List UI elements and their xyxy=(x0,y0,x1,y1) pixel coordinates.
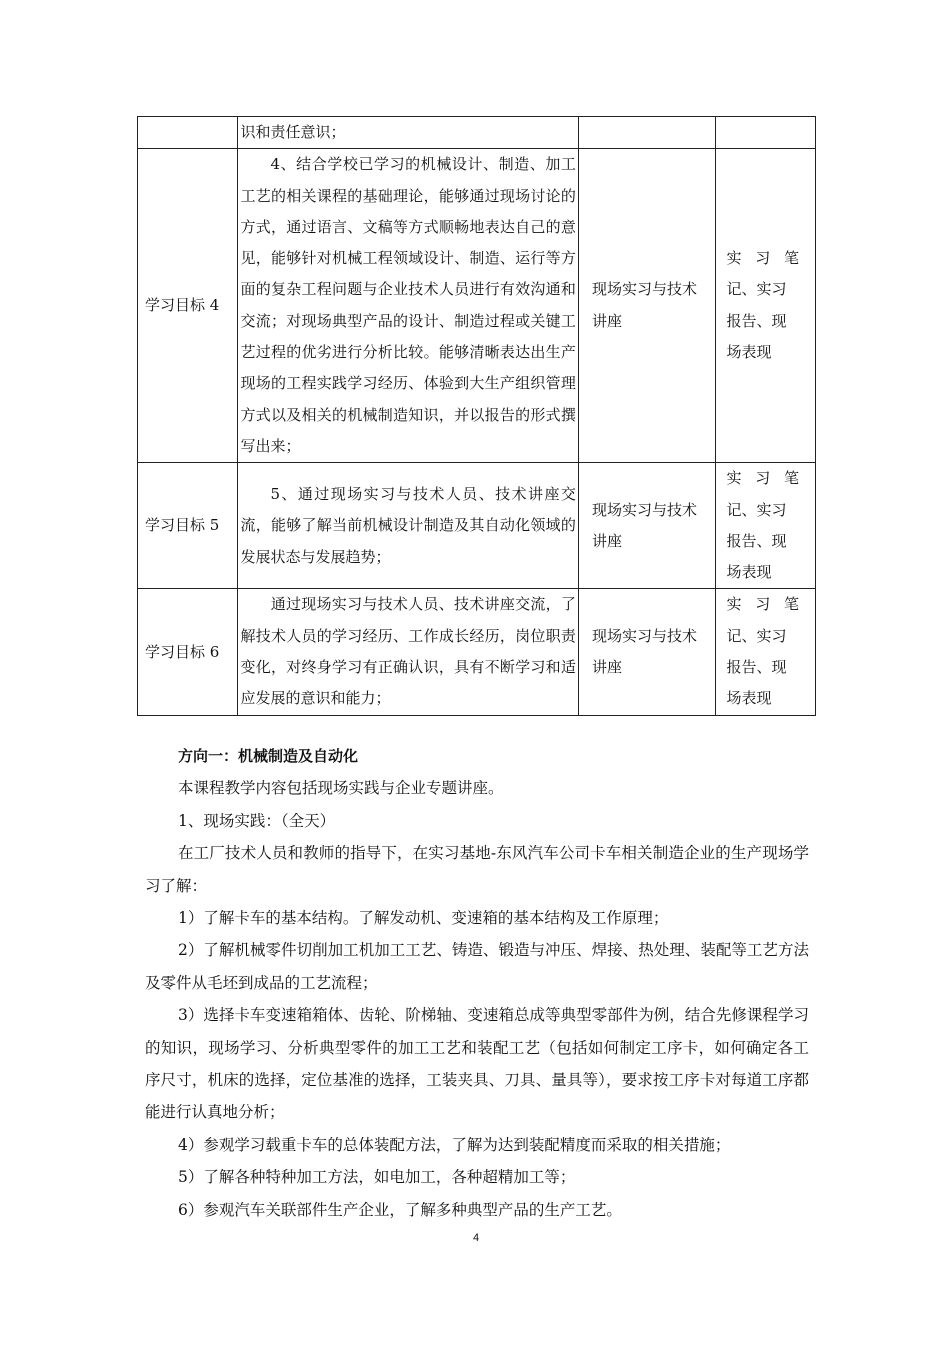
table-row-objective-4 xyxy=(138,149,816,463)
table-row-objective-6 xyxy=(138,589,816,715)
objective-label-cell: 学习目标 6 xyxy=(138,589,238,715)
objective-evaluation-cell xyxy=(715,463,815,589)
evaluation-line: 场表现 xyxy=(726,343,772,362)
objective-label-cell: 学习目标 4 xyxy=(138,149,238,463)
objective-evaluation-cell xyxy=(715,117,815,149)
objective-method-cell: 现场实习与技术讲座 xyxy=(578,149,715,463)
objective-content-cell xyxy=(238,149,579,463)
section-intro: 本课程教学内容包括现场实践与企业专题讲座。 xyxy=(178,779,504,798)
evaluation-line: 实习笔 xyxy=(726,595,799,614)
evaluation-line: 报告、现 xyxy=(726,311,787,330)
objective-content-text: 5、通过现场实习与技术人员、技术讲座交流，能够了解当前机械设计制造及其自动化领域的发展状态与发展趋势； xyxy=(240,484,576,566)
evaluation-line: 实习笔 xyxy=(726,249,799,268)
list-item: 2）了解机械零件切削加工机加工工艺、铸造、锻造与冲压、焊接、热处理、装配等工艺方法及零件从毛坯到成品的工艺流程； xyxy=(145,941,809,992)
objective-method-cell: 现场实习与技术讲座 xyxy=(578,463,715,589)
evaluation-line: 场表现 xyxy=(726,563,772,582)
evaluation-line: 报告、现 xyxy=(726,658,787,677)
evaluation-line: 报告、现 xyxy=(726,531,787,550)
objective-content-cell: 识和责任意识； xyxy=(238,117,579,149)
section-body xyxy=(145,740,809,1226)
objective-evaluation-cell xyxy=(715,589,815,715)
objective-label-cell xyxy=(138,117,238,149)
section-heading: 方向一：机械制造及自动化 xyxy=(178,747,359,765)
objective-content-text: 通过现场实习与技术人员、技术讲座交流，了解技术人员的学习经历、工作成长经历，岗位职责变化，对终身学习有正确认识，具有不断学习和适应发展的意识和能力； xyxy=(240,595,576,708)
evaluation-line: 实习笔 xyxy=(726,469,799,488)
objective-content-cell xyxy=(238,463,579,589)
objective-content-cell xyxy=(238,589,579,715)
evaluation-line: 记、实习 xyxy=(726,280,787,299)
item-description: 在工厂技术人员和教师的指导下，在实习基地-东风汽车公司卡车相关制造企业的生产现场学习了解： xyxy=(145,844,809,895)
page-number: 4 xyxy=(472,1232,480,1244)
table-row-continued xyxy=(138,117,816,149)
objective-content-text: 4、结合学校已学习的机械设计、制造、加工工艺的相关课程的基础理论，能够通过现场讨论的方式，通过语言、文稿等方式顺畅地表达自己的意见，能够针对机械工程领域设计、制造、运行等方面的复杂工程问题与企业技术人员进行有效沟通和交流；对现场典型产品的设计、制造过程或关键工艺过程的优劣进行分析比较。能够清晰表达出生产现场的工程实践学习经历、体验到大生产组织管理方式以及相关的机械制造知识，并以报告的形式撰写出来； xyxy=(240,155,576,455)
evaluation-line: 记、实习 xyxy=(726,626,787,645)
evaluation-line: 场表现 xyxy=(726,689,772,708)
evaluation-line: 记、实习 xyxy=(726,500,787,519)
list-item: 4）参观学习载重卡车的总体装配方法，了解为达到装配精度而采取的相关措施； xyxy=(178,1135,731,1154)
list-item: 5）了解各种特种加工方法，如电加工，各种超精加工等； xyxy=(178,1168,576,1187)
objective-method-cell xyxy=(578,117,715,149)
list-item: 6）参观汽车关联部件生产企业，了解多种典型产品的生产工艺。 xyxy=(178,1200,622,1219)
list-item: 3）选择卡车变速箱箱体、齿轮、阶梯轴、变速箱总成等典型零部件为例，结合先修课程学习的知识，现场学习、分析典型零件的加工工艺和装配工艺（包括如何制定工序卡，如何确定各工序尺寸，机床的选择，定位基准的选择，工装夹具、刀具、量具等），要求按工序卡对每道工序都能进行认真地分析； xyxy=(145,1006,809,1122)
table-row-objective-5 xyxy=(138,463,816,589)
learning-objectives-table xyxy=(137,116,816,716)
objective-evaluation-cell xyxy=(715,149,815,463)
objective-label-cell: 学习目标 5 xyxy=(138,463,238,589)
item-title: 1、现场实践：（全天） xyxy=(178,811,336,830)
list-item: 1）了解卡车的基本结构。了解发动机、变速箱的基本结构及工作原理； xyxy=(178,909,669,928)
objective-method-cell: 现场实习与技术讲座 xyxy=(578,589,715,715)
